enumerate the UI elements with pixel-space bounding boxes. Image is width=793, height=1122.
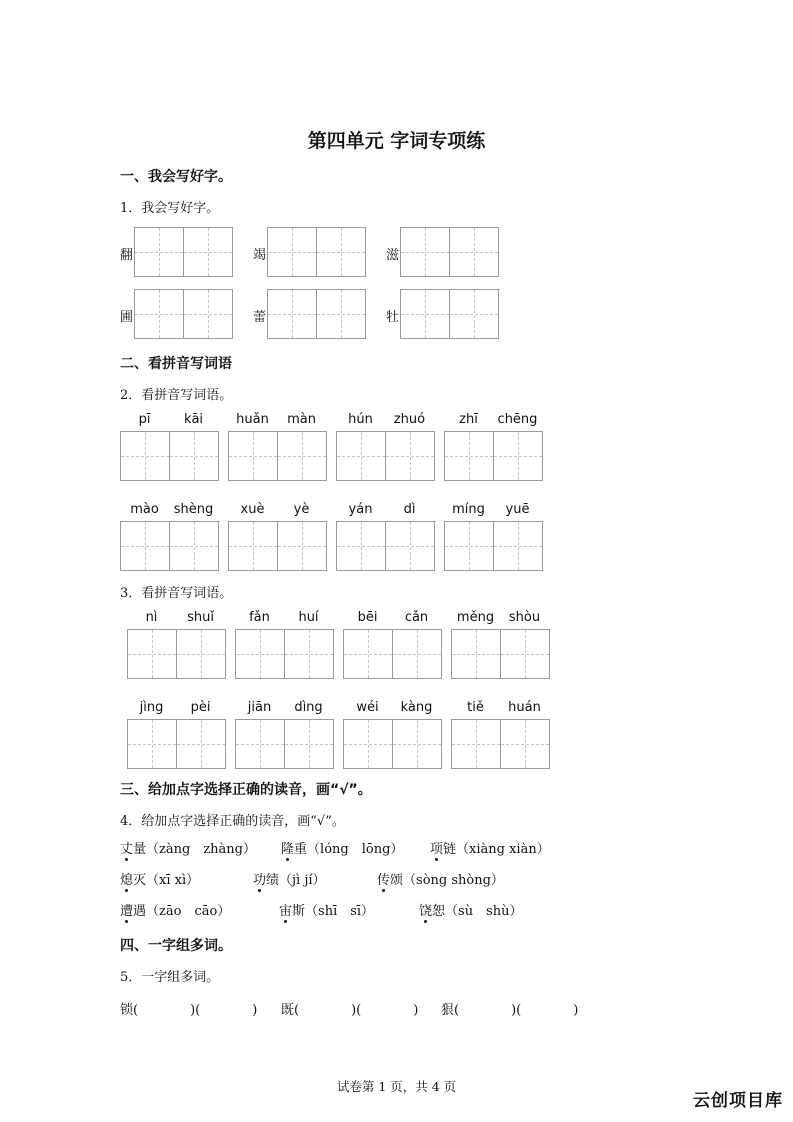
pinyin-label: bēi [357,610,378,625]
writing-cell[interactable] [444,521,494,571]
writing-cell[interactable] [493,521,543,571]
q5-item [120,999,257,1018]
dotted-char: 隆 [281,842,295,857]
pinyin-label: zhuó [393,412,426,427]
writing-cell[interactable] [183,289,233,339]
pinyin-label: jìng [139,700,164,715]
reading-options[interactable]: （shī sī） [305,904,375,919]
writing-cell[interactable] [316,289,366,339]
q5-char: 锁 [120,1003,134,1018]
writing-cell[interactable] [500,629,550,679]
writing-cell[interactable] [228,521,278,571]
pinyin-label: dì [403,502,416,517]
pinyin-label: shòu [508,610,541,625]
dotted-char: 丈 [120,842,134,857]
dotted-char: 遭 [120,904,134,919]
word-rest: 绩 [266,873,280,888]
writing-cell[interactable] [277,431,327,481]
pinyin-label: kàng [400,700,433,715]
dotted-char: 功 [253,873,267,888]
pinyin-label: jiān [247,700,272,715]
brand-watermark: 云创项目库 [693,1091,783,1111]
page-footer: 试卷第 1 页，共 4 页 [336,1079,457,1094]
pinyin-label: shuǐ [187,610,214,625]
writing-cell[interactable] [336,431,386,481]
writing-cell[interactable] [392,629,442,679]
pinyin-label: xuè [240,502,265,517]
writing-cell[interactable] [235,719,285,769]
writing-cell[interactable] [134,227,184,277]
writing-cell[interactable] [400,289,450,339]
question-3: 3．看拼音写词语。 [120,586,233,601]
writing-cell[interactable] [284,629,334,679]
dotted-char: 项 [430,842,444,857]
q4-item [419,900,523,919]
pinyin-label: mào [130,502,159,517]
word-rest: 遇 [133,904,147,919]
pinyin-label: měng [456,610,495,625]
pinyin-label: fǎn [249,610,270,625]
writing-cell[interactable] [336,521,386,571]
pinyin-label: zhī [459,412,478,427]
pinyin-label: míng [452,502,485,517]
q5-blanks[interactable]: ( )( ) [133,1003,258,1018]
write-char: 竭 [253,248,267,263]
word-rest: 颂 [390,873,404,888]
q4-item [377,869,504,888]
pinyin-label: pī [138,412,151,427]
reading-options[interactable]: （zàng zhàng） [146,842,256,857]
pinyin-label: yè [293,502,310,517]
writing-cell[interactable] [267,227,317,277]
word-rest: 灭 [133,873,147,888]
reading-options[interactable]: （sù shù） [445,904,523,919]
writing-cell[interactable] [343,629,393,679]
pinyin-label: shèng [173,502,214,517]
writing-cell[interactable] [316,227,366,277]
word-rest: 恕 [432,904,446,919]
dotted-char: 宙 [279,904,293,919]
pinyin-label: nì [145,610,158,625]
q5-item [281,999,418,1018]
word-rest: 重 [294,842,308,857]
writing-cell[interactable] [385,521,435,571]
writing-cell[interactable] [120,431,170,481]
dotted-char: 饶 [419,904,433,919]
writing-cell[interactable] [284,719,334,769]
writing-cell[interactable] [169,431,219,481]
reading-options[interactable]: （zāo cāo） [146,904,231,919]
writing-cell[interactable] [449,227,499,277]
writing-cell[interactable] [267,289,317,339]
q4-item [279,900,374,919]
pinyin-label: kāi [183,412,204,427]
write-char: 翻 [120,248,134,263]
question-2: 2．看拼音写词语。 [120,388,233,403]
pinyin-label: chēng [497,412,538,427]
word-rest: 斯 [292,904,306,919]
writing-cell[interactable] [500,719,550,769]
writing-cell[interactable] [392,719,442,769]
q4-item [120,900,230,919]
writing-cell[interactable] [449,289,499,339]
pinyin-label: huí [298,610,319,625]
reading-options[interactable]: （xiàng xiàn） [456,842,550,857]
writing-cell[interactable] [400,227,450,277]
q4-item [430,838,550,857]
writing-cell[interactable] [451,629,501,679]
page-title: 第四单元 字词专项练 [307,130,486,152]
question-4: 4．给加点字选择正确的读音，画“√”。 [120,814,345,829]
question-5: 5．一字组多词。 [120,970,220,985]
writing-cell[interactable] [228,431,278,481]
write-char: 牡 [386,310,400,325]
writing-cell[interactable] [176,719,226,769]
section-heading-1: 一、我会写好字。 [120,169,232,185]
word-rest: 链 [443,842,457,857]
writing-cell[interactable] [183,227,233,277]
section-heading-3: 三、给加点字选择正确的读音，画“√”。 [120,782,372,798]
reading-options[interactable]: （lóng lōng） [307,842,404,857]
pinyin-label: màn [287,412,316,427]
q4-item [281,838,403,857]
pinyin-label: hún [348,412,373,427]
pinyin-label: dìng [294,700,323,715]
question-1: 1．我会写好字。 [120,201,220,216]
writing-cell[interactable] [127,629,177,679]
section-heading-2: 二、看拼音写词语 [120,356,232,372]
writing-cell[interactable] [451,719,501,769]
q4-item [253,869,326,888]
word-rest: 量 [133,842,147,857]
write-char: 滋 [386,248,400,263]
q5-char: 既 [281,1003,295,1018]
pinyin-label: yuē [505,502,530,517]
pinyin-label: huǎn [236,412,269,427]
reading-options[interactable]: （sòng shòng） [403,873,504,888]
reading-options[interactable]: （xī xì） [146,873,200,888]
writing-cell[interactable] [235,629,285,679]
dotted-char: 熄 [120,873,134,888]
q5-blanks[interactable]: ( )( ) [294,1003,419,1018]
q5-item [441,999,578,1018]
write-char: 圃 [120,310,134,325]
q4-item [120,838,256,857]
writing-cell[interactable] [385,431,435,481]
pinyin-label: cǎn [404,610,429,625]
reading-options[interactable]: （jì jí） [279,873,326,888]
writing-cell[interactable] [120,521,170,571]
writing-cell[interactable] [169,521,219,571]
writing-cell[interactable] [343,719,393,769]
dotted-char: 传 [377,873,391,888]
q5-blanks[interactable]: ( )( ) [454,1003,579,1018]
section-heading-4: 四、一字组多词。 [120,938,232,954]
pinyin-label: tiě [467,700,484,715]
q4-item [120,869,199,888]
pinyin-label: pèi [190,700,211,715]
pinyin-label: wéi [356,700,379,715]
writing-cell[interactable] [493,431,543,481]
pinyin-label: huán [508,700,541,715]
writing-cell[interactable] [127,719,177,769]
writing-cell[interactable] [134,289,184,339]
write-char: 蕾 [253,310,267,325]
writing-cell[interactable] [277,521,327,571]
q5-char: 狠 [441,1003,455,1018]
pinyin-label: yán [348,502,373,517]
writing-cell[interactable] [176,629,226,679]
writing-cell[interactable] [444,431,494,481]
